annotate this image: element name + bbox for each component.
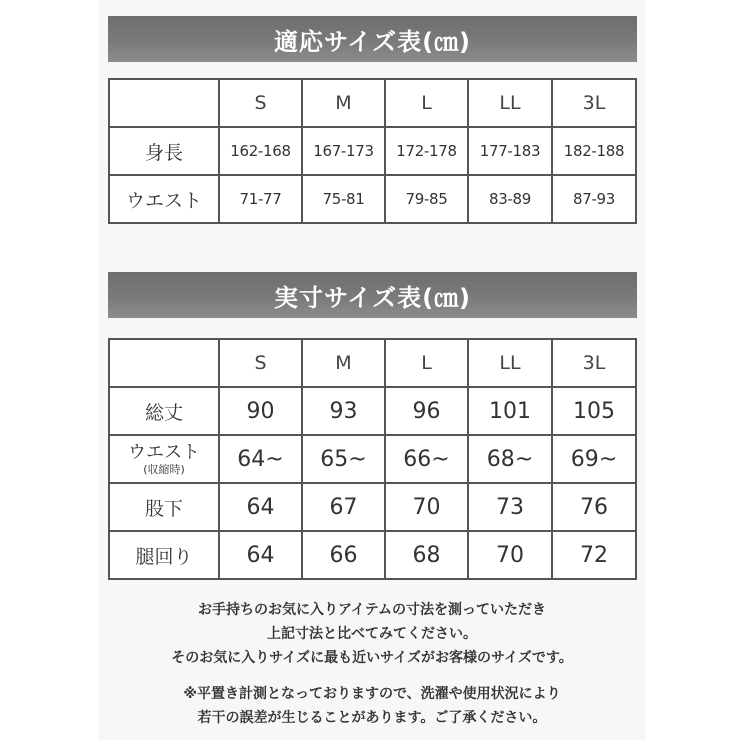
table-cell: 83-89 [468,175,552,223]
actual-size-chart-title: 実寸サイズ表(㎝) [108,272,637,318]
column-header-l: L [385,79,468,127]
table-cell: 64~ [219,435,302,483]
note-line: 上記寸法と比べてみてください。 [267,626,477,642]
table-cell: 68~ [468,435,552,483]
note-line: そのお気に入りサイズに最も近いサイズがお客様のサイズです。 [171,650,573,666]
table-cell: 66 [302,531,385,579]
column-header-3l: 3L [552,339,636,387]
table-cell: 71-77 [219,175,302,223]
table-row [109,175,636,223]
table-cell: 96 [385,387,468,435]
table-cell: 64 [219,531,302,579]
column-header-m: M [302,339,385,387]
corner-cell [109,79,219,127]
table-cell: 172-178 [385,127,468,175]
table-cell: 105 [552,387,636,435]
table-cell: 70 [385,483,468,531]
table-cell: 76 [552,483,636,531]
table-cell: 90 [219,387,302,435]
table-cell: 79-85 [385,175,468,223]
note-line: お手持ちのお気に入りアイテムの寸法を測っていただき [197,602,547,618]
table-cell: 87-93 [552,175,636,223]
table-cell: 68 [385,531,468,579]
table-row [109,435,636,483]
row-label-height: 身長 [109,127,219,175]
measurement-instructions [98,598,646,670]
column-header-s: S [219,79,302,127]
row-label-inseam: 股下 [109,483,219,531]
column-header-l: L [385,339,468,387]
row-label-waist [109,435,219,483]
table-cell: 72 [552,531,636,579]
table-cell: 177-183 [468,127,552,175]
measurement-disclaimer [98,682,646,730]
table-header-row [109,339,636,387]
column-header-m: M [302,79,385,127]
table-cell: 182-188 [552,127,636,175]
table-cell: 75-81 [302,175,385,223]
table-cell: 167-173 [302,127,385,175]
column-header-3l: 3L [552,79,636,127]
table-row [109,127,636,175]
table-cell: 73 [468,483,552,531]
table-cell: 65~ [302,435,385,483]
corner-cell [109,339,219,387]
column-header-ll: LL [468,339,552,387]
table-row [109,531,636,579]
row-label-thigh: 腿回り [109,531,219,579]
note-line: ※平置き計測となっておりますので、洗濯や使用状況により [183,686,561,702]
table-cell: 70 [468,531,552,579]
table-cell: 67 [302,483,385,531]
fit-size-table [108,78,637,224]
table-header-row [109,79,636,127]
row-label-waist: ウエスト [109,175,219,223]
table-row [109,483,636,531]
waist-label: ウエスト [128,442,200,463]
note-line: 若干の誤差が生じることがあります。ご了承ください。 [197,710,547,726]
table-cell: 66~ [385,435,468,483]
table-row [109,387,636,435]
table-cell: 64 [219,483,302,531]
table-cell: 101 [468,387,552,435]
fit-size-chart-title: 適応サイズ表(㎝) [108,16,637,62]
table-cell: 69~ [552,435,636,483]
table-cell: 162-168 [219,127,302,175]
row-label-total-length: 総丈 [109,387,219,435]
column-header-ll: LL [468,79,552,127]
table-cell: 93 [302,387,385,435]
waist-sublabel: (収縮時) [143,463,185,476]
actual-size-table [108,338,637,580]
column-header-s: S [219,339,302,387]
